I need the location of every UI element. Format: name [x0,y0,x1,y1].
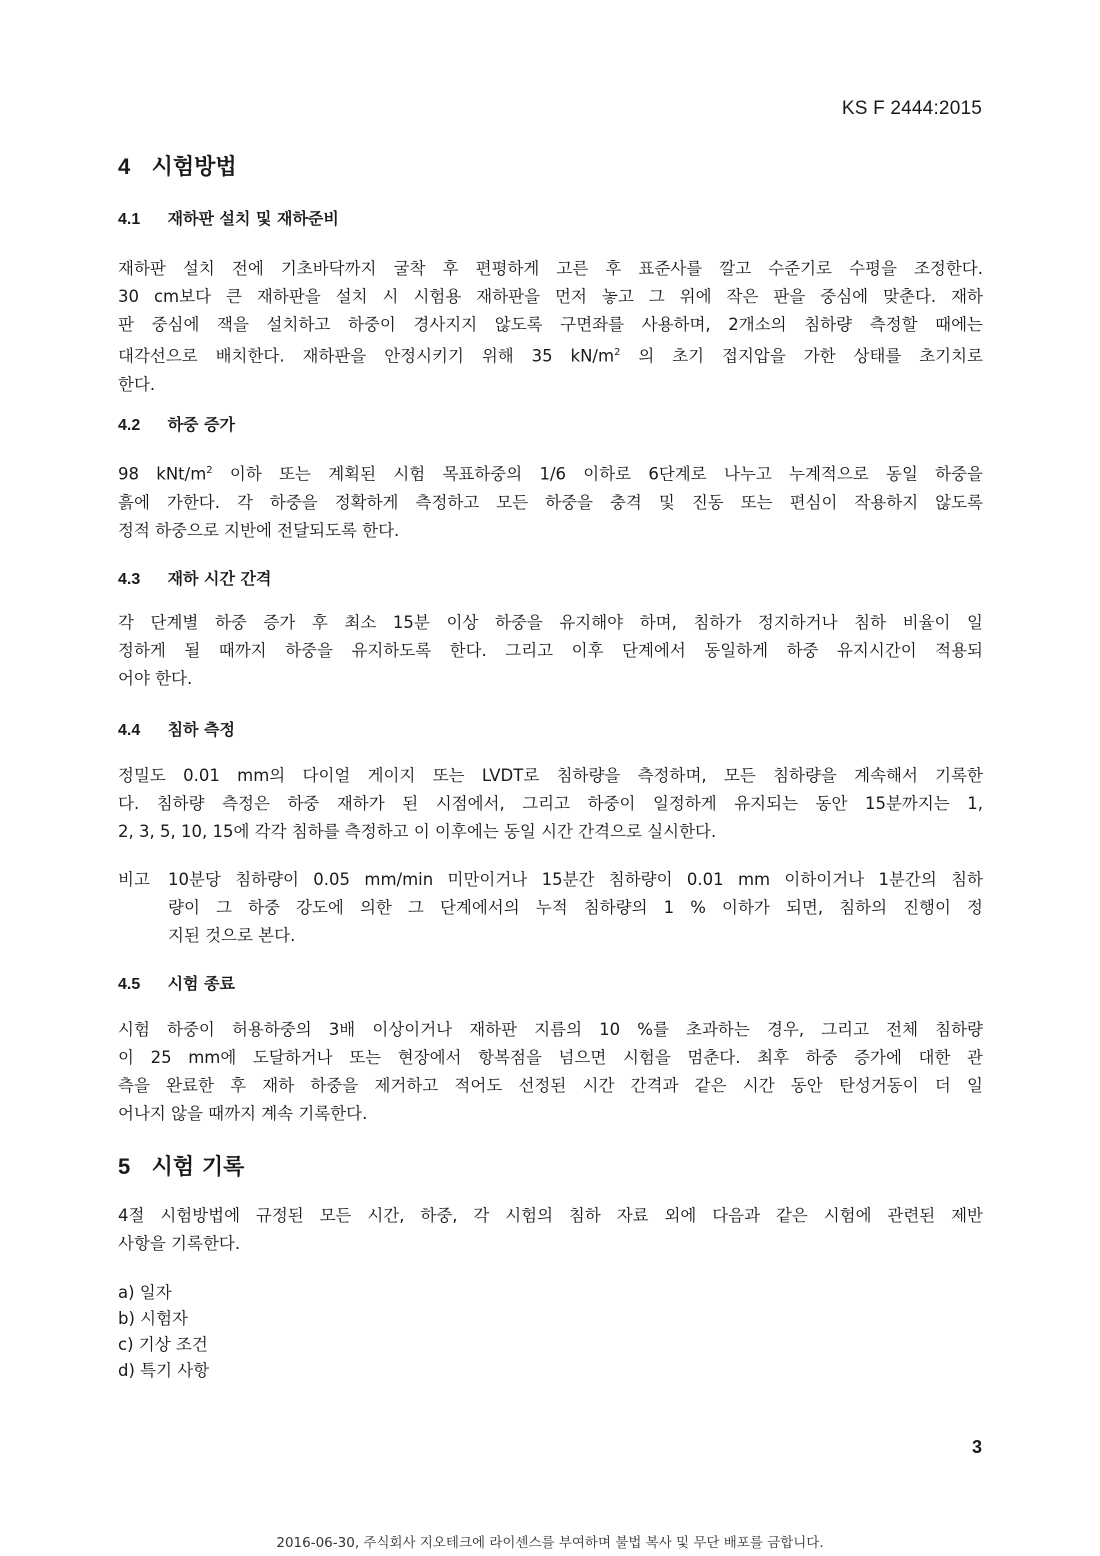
paragraph-line: 사항을 기록한다. [118,1234,241,1253]
paragraph-line: 정적 하중으로 지반에 전달되도록 한다. [118,520,400,540]
standard-code: KS F 2444:2015 [841,98,982,119]
subsection-number: 4.3 [118,571,141,588]
subsection-title: 재하 시간 간격 [167,569,272,588]
paragraph-line: 4절 시험방법에 규정된 모든 시간, 하중, 각 시험의 침하 자료 외에 다음과 같은 시험에 관련된 제반 [118,1206,983,1225]
paragraph-line: 판 중심에 잭을 설치하고 하중이 경사지지 않도록 구면좌를 사용하며, 2개소의 침하량 측정할 때에는 [118,315,983,334]
subsection-number: 4.5 [118,976,141,993]
paragraph-line: 각 단계별 하중 증가 후 최소 15분 이상 하중을 유지해야 하며, 침하가 정지하거나 침하 비율이 일 [118,613,983,632]
paragraph-line: 어야 한다. [118,669,193,688]
paragraph-line [118,339,983,371]
paragraph-line: 측을 완료한 후 재하 하중을 제거하고 적어도 선정된 시간 간격과 같은 시간 동안 탄성거동이 더 일 [118,1076,983,1095]
section-title: 시험 기록 [151,1155,245,1180]
page-number: 3 [971,1437,982,1457]
list-item: b) 시험자 [118,1309,188,1328]
note-line: 지된 것으로 본다. [168,926,296,945]
paragraph-line: 재하판 설치 전에 기초바닥까지 굴착 후 편평하게 고른 후 표준사를 깔고 수준기로 수평을 조정한다. [118,259,983,278]
subsection-4-4-paragraph [118,762,983,846]
list-item: d) 특기 사항 [118,1361,210,1380]
subsection-4-2-paragraph [118,457,983,545]
subsection-4-5-heading [118,971,235,994]
license-footer: 2016-06-30, 주식회사 지오테크에 라이센스를 부여하며 불법 복사 및 무단 배포를 금합니다. [276,1535,824,1551]
subsection-number: 4.2 [118,417,141,434]
subsection-number: 4.1 [118,211,141,228]
subsection-title: 시험 종료 [167,974,235,993]
line-segment: 대각선으로 배치한다. 재하판을 안정시키기 위해 35 kN/m [118,346,615,366]
superscript: 2 [614,347,621,358]
paragraph-line: 한다. [118,374,156,394]
subsection-4-3-heading [118,566,271,589]
paragraph-line: 2, 3, 5, 10, 15에 각각 침하를 측정하고 이 이후에는 동일 시간 간격으로 실시한다. [118,822,717,841]
section-5-heading [118,1150,244,1181]
note-block [118,866,983,950]
superscript: 2 [206,465,213,476]
note-body [168,866,983,950]
paragraph-line: 정하게 될 때까지 하중을 유지하도록 한다. 그리고 이후 단계에서 동일하게 하중 유지시간이 적용되 [118,641,983,660]
list-item: c) 기상 조건 [118,1335,208,1354]
paragraph-line: 시험 하중이 허용하중의 3배 이상이거나 재하판 지름의 10 %를 초과하는 경우, 그리고 전체 침하량 [118,1020,983,1039]
line-segment: 이하 또는 계획된 시험 목표하중의 1/6 이하로 6단계로 나누고 누계적으로 동일 하중을 [212,464,983,484]
paragraph-line: 어나지 않을 때까지 계속 기록한다. [118,1104,368,1123]
paragraph-line: 이 25 mm에 도달하거나 또는 현장에서 항복점을 넘으면 시험을 멈춘다. 최후 하중 증가에 대한 관 [118,1048,983,1067]
note-label: 비고 [118,870,150,889]
subsection-title: 재하판 설치 및 재하준비 [167,209,339,228]
line-segment: 98 kNt/m [118,464,207,484]
paragraph-line: 흙에 가한다. 각 하중을 정확하게 측정하고 모든 하중을 충격 및 진동 또는 편심이 작용하지 않도록 [118,492,983,512]
section-4-heading [118,150,237,181]
section-number: 4 [118,154,131,179]
section-title: 시험방법 [151,155,237,180]
paragraph-line: 다. 침하량 측정은 하중 재하가 된 시점에서, 그리고 하중이 일정하게 유지되는 동안 15분까지는 1, [118,794,983,813]
note-line: 량이 그 하중 강도에 의한 그 단계에서의 누적 침하량의 1 % 이하가 되면, 침하의 진행이 정 [168,898,983,917]
section-number: 5 [118,1154,131,1179]
note-line: 10분당 침하량이 0.05 mm/min 미만이거나 15분간 침하량이 0.01 mm 이하이거나 1분간의 침하 [168,870,983,889]
subsection-title: 침하 측정 [167,720,235,739]
subsection-4-1-paragraph [118,255,983,399]
line-segment: 의 초기 접지압을 가한 상태를 초기치로 [620,346,983,366]
subsection-4-2-heading [118,412,235,435]
subsection-number: 4.4 [118,722,141,739]
subsection-4-1-heading [118,206,339,229]
section-5-paragraph [118,1202,983,1258]
subsection-4-5-paragraph [118,1016,983,1128]
subsection-4-4-heading [118,717,235,740]
list-item: a) 일자 [118,1283,172,1302]
subsection-4-3-paragraph [118,609,983,693]
paragraph-line: 30 cm보다 큰 재하판을 설치 시 시험용 재하판을 먼저 놓고 그 위에 작은 판을 중심에 맞춘다. 재하 [118,287,983,306]
paragraph-line [118,457,983,489]
subsection-title: 하중 증가 [167,415,235,434]
record-items-list [118,1280,209,1384]
paragraph-line: 정밀도 0.01 mm의 다이얼 게이지 또는 LVDT로 침하량을 측정하며, 모든 침하량을 계속해서 기록한 [118,766,983,785]
